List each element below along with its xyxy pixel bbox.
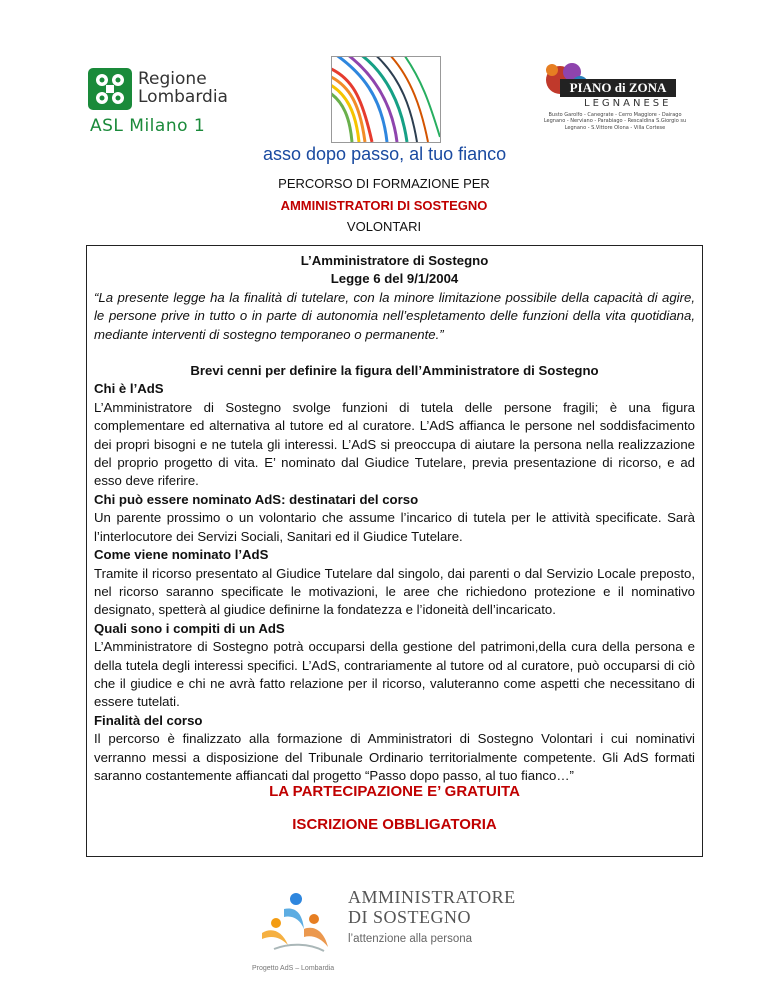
- question-2: Chi può essere nominato AdS: destinatari del corso: [94, 491, 419, 507]
- ads-title-line-1: AMMINISTRATORE: [348, 887, 516, 907]
- regione-lombardia-logo: [88, 68, 238, 138]
- info-box-content: [94, 252, 695, 834]
- box-title: L’Amministratore di Sostegno: [300, 253, 489, 268]
- piano-di-zona-subtitle: LEGNANESE: [584, 98, 672, 109]
- mandatory-registration: ISCRIZIONE OBBLIGATORIA: [292, 815, 497, 833]
- answer-4: L’Amministratore di Sostegno potrà occuparsi della gestione del patrimoni,della cura della persona e della tutela degli interessi specifici. L’AdS, contrariamente al tutore od al curatore, può occuparsi di ciò che il giudice e chi ne avrà fatto relazione per il ricorso, valuteranno come aspetti che necessitano di essere tutelati.: [94, 639, 695, 710]
- question-5: Finalità del corso: [94, 712, 203, 728]
- question-1: Chi è l’AdS: [94, 381, 164, 397]
- regione-lombardia-text: [138, 70, 228, 106]
- answer-1: L’Amministratore di Sostegno svolge funzioni di tutela delle persone fragili; è una figura complementare ed alternativa al tutore ed al curatore. L’AdS affianca le persone nel soddisfacimento dei propri bisogni e ne tutela gli interessi. L’AdS si preoccupa di aiutare la persona nella realizzazione del proprio progetto di vita. E’ nominato dal Giudice Tutelare, previa presentazione di ricorso, e ad esso deve riferire.: [94, 399, 695, 489]
- answer-5: Il percorso è finalizzato alla formazione di Amministratori di Sostegno Volontari i cui nominativi verranno messi a disposizione del Tribunale Ordinario territorialmente competente. Gli AdS formati saranno costantemente affiancati dal progetto “Passo dopo passo, al tuo fianco…”: [94, 731, 695, 783]
- piano-di-zona-logo: [540, 58, 690, 138]
- question-4: Quali sono i compiti di un AdS: [94, 620, 285, 636]
- answer-3: Tramite il ricorso presentato al Giudice Tutelare dal singolo, dai parenti o dal Servizio Locale preposto, nel ricorso saranno specificate le motivazioni, le aree che richiedono protezione e il nominativo designato, spetterà al giudice definirne la fondatezza e l’idoneità dell’incaricato.: [94, 565, 695, 618]
- ads-title: [348, 887, 516, 927]
- law-quote: “La presente legge ha la finalità di tutelare, con la minore limitazione possibile della capacità di agire, le persone prive in tutto o in parte di autonomia nell’espletamento delle funzioni della vita quotidiana, mediante interventi di sostegno temporaneo o permanente.”: [94, 289, 695, 342]
- regione-line: Regione: [138, 69, 207, 89]
- regione-lombardia-mark-icon: [88, 68, 132, 110]
- ads-footer-logo: [252, 885, 522, 985]
- course-line-2: AMMINISTRATORI DI SOSTEGNO: [280, 198, 488, 213]
- piano-di-zona-towns: Busto Garolfo - Canegrate - Cerro Maggiore - Dairago Legnano - Nerviano - Parabiago - Rescaldina S.Giorgio su Legnano - S.Vittore Olona - Villa Cortese: [543, 112, 687, 131]
- ads-subtitle: l’attenzione alla persona: [348, 933, 473, 945]
- lombardia-line: Lombardia: [138, 87, 228, 107]
- wave-lines-icon: [332, 57, 440, 142]
- free-participation: LA PARTECIPAZIONE E’ GRATUITA: [269, 783, 520, 801]
- course-line-3: VOLONTARI: [346, 219, 422, 234]
- ads-title-line-2: DI SOSTEGNO: [348, 907, 472, 927]
- tagline: asso dopo passo, al tuo fianco: [263, 144, 507, 164]
- answer-2: Un parente prossimo o un volontario che assume l’incarico di tutela per le attività specificate. Sarà l’interlocutore dei Servizi Sociali, Sanitari ed il Giudice Tutelare.: [94, 510, 695, 544]
- ads-figures-icon: [254, 889, 340, 961]
- info-box: [86, 245, 703, 857]
- law-reference: Legge 6 del 9/1/2004: [330, 271, 459, 287]
- section-title: Brevi cenni per definire la figura dell’Amministratore di Sostegno: [190, 363, 599, 379]
- project-wave-logo: [331, 56, 441, 143]
- asl-label: ASL Milano 1: [90, 116, 206, 136]
- question-3: Come viene nominato l’AdS: [94, 547, 269, 563]
- course-line-1: PERCORSO DI FORMAZIONE PER: [278, 176, 490, 191]
- ads-project-label: Progetto AdS – Lombardia: [252, 965, 335, 972]
- piano-di-zona-title: PIANO di ZONA: [560, 79, 676, 97]
